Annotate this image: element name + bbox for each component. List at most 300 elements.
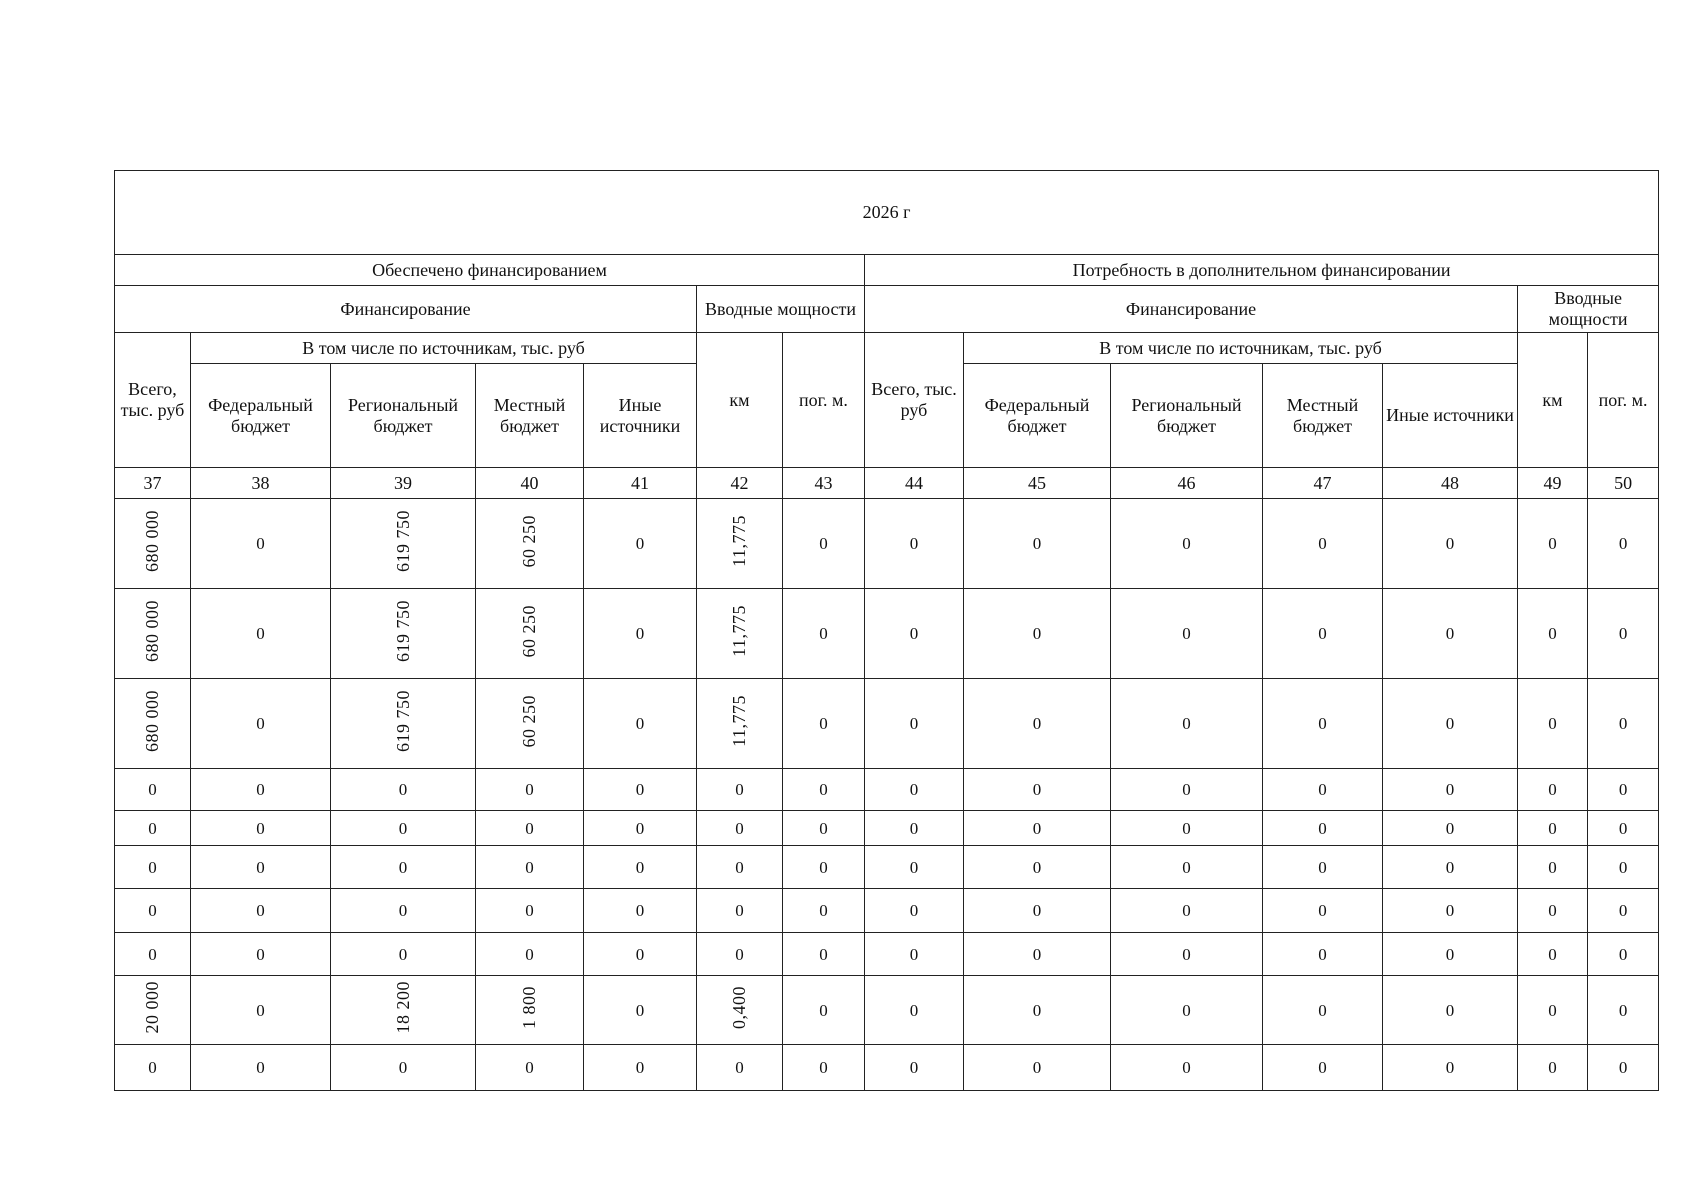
- table-cell: [865, 679, 964, 769]
- table-cell: [584, 889, 697, 933]
- table-row: [115, 1045, 1659, 1091]
- cell-value: 0: [1182, 944, 1191, 964]
- table-cell: [476, 769, 584, 811]
- financing-right-header: Финансирование: [865, 286, 1518, 333]
- table-cell: [1383, 976, 1518, 1045]
- table-cell: [1588, 769, 1659, 811]
- table-cell: [584, 811, 697, 846]
- table-cell: [476, 846, 584, 889]
- table-cell: [476, 499, 584, 589]
- cell-value: 0: [819, 901, 828, 921]
- table-cell: [1588, 1045, 1659, 1091]
- table-row: [115, 976, 1659, 1045]
- col-number: 42: [697, 468, 783, 499]
- table-row: [115, 769, 1659, 811]
- table-cell: [1518, 889, 1588, 933]
- table-cell: [191, 976, 331, 1045]
- table-cell: [865, 499, 964, 589]
- table-cell: [1518, 933, 1588, 976]
- table-cell: [783, 589, 865, 679]
- cell-value: 0: [1445, 1058, 1455, 1078]
- table-cell: [1263, 499, 1383, 589]
- cell-value: 0: [1548, 714, 1557, 734]
- cell-value: 0: [635, 944, 645, 964]
- table-cell: [697, 976, 783, 1045]
- col-total-left: Всего, тыс. руб: [115, 333, 191, 468]
- table-cell: [115, 679, 191, 769]
- cell-value: 0: [1548, 624, 1557, 644]
- cell-value: 0: [256, 944, 265, 964]
- cell-value: 0: [909, 1058, 919, 1078]
- col-number: 43: [783, 468, 865, 499]
- table-cell: [964, 499, 1111, 589]
- table-cell: [783, 976, 865, 1045]
- table-cell: [1588, 933, 1659, 976]
- cell-value: 0: [735, 944, 744, 964]
- cell-value: 0: [735, 1058, 744, 1078]
- table-cell: [1518, 976, 1588, 1045]
- cell-value: 0: [635, 1058, 645, 1078]
- cell-value: 0: [1445, 944, 1455, 964]
- cell-value: 0: [819, 1058, 828, 1078]
- table-cell: [1111, 679, 1263, 769]
- cell-value: 0: [525, 780, 534, 800]
- col-local-left: Местный бюджет: [476, 364, 584, 468]
- cell-value: 0: [256, 857, 265, 877]
- table-cell: [1518, 769, 1588, 811]
- cell-value: 0: [256, 780, 265, 800]
- table-cell: [1383, 846, 1518, 889]
- table-cell: [964, 1045, 1111, 1091]
- cell-value: 0: [1032, 1058, 1042, 1078]
- table-cell: [964, 811, 1111, 846]
- col-number: 38: [191, 468, 331, 499]
- cell-value: 0: [1318, 944, 1327, 964]
- col-number: 48: [1383, 468, 1518, 499]
- table-cell: [964, 889, 1111, 933]
- table-cell: [331, 679, 476, 769]
- cell-value: 0: [635, 1000, 645, 1020]
- cell-value: 0: [909, 1000, 919, 1020]
- cell-value: 0: [1318, 818, 1327, 838]
- col-number: 45: [964, 468, 1111, 499]
- table-cell: [865, 846, 964, 889]
- cell-value: 0: [909, 818, 919, 838]
- cell-value: 0: [1032, 624, 1042, 644]
- cell-value: 0: [1318, 901, 1327, 921]
- table-cell: [865, 589, 964, 679]
- cell-value: 0: [256, 624, 265, 644]
- column-numbers-row: [115, 468, 1659, 499]
- table-cell: [1111, 976, 1263, 1045]
- table-body: [115, 499, 1659, 1091]
- table-row: [115, 499, 1659, 589]
- cell-value: 0: [525, 857, 534, 877]
- cell-value: 0: [1182, 901, 1191, 921]
- col-number: 39: [331, 468, 476, 499]
- table-cell: [1111, 769, 1263, 811]
- table-cell: [1263, 589, 1383, 679]
- cell-value: 619 750: [392, 690, 413, 753]
- table-cell: [697, 933, 783, 976]
- table-cell: [964, 589, 1111, 679]
- table-cell: [1383, 1045, 1518, 1091]
- cell-value: 0: [148, 1058, 157, 1078]
- cell-value: 680 000: [142, 600, 163, 663]
- cell-value: 0: [1548, 944, 1557, 964]
- cell-value: 0: [1445, 901, 1455, 921]
- table-title: 2026 г: [115, 171, 1659, 255]
- table-cell: [584, 589, 697, 679]
- table-cell: [783, 679, 865, 769]
- cell-value: 0: [1618, 1058, 1628, 1078]
- table-cell: [331, 976, 476, 1045]
- table-cell: [697, 769, 783, 811]
- table-cell: [1383, 889, 1518, 933]
- table-cell: [191, 679, 331, 769]
- table-cell: [1263, 889, 1383, 933]
- cell-value: 11,775: [729, 515, 750, 568]
- table-cell: [1263, 679, 1383, 769]
- cell-value: 0: [635, 857, 645, 877]
- table-cell: [1383, 811, 1518, 846]
- cell-value: 0: [1182, 624, 1191, 644]
- by-sources-right: В том числе по источникам, тыс. руб: [964, 333, 1518, 364]
- cell-value: 0: [1445, 780, 1455, 800]
- cell-value: 0: [398, 944, 408, 964]
- table-cell: [476, 889, 584, 933]
- table-row: [115, 846, 1659, 889]
- col-pog-right: пог. м.: [1588, 333, 1659, 468]
- table-cell: [1383, 589, 1518, 679]
- table-cell: [584, 1045, 697, 1091]
- cell-value: 0: [1445, 714, 1455, 734]
- table-cell: [1588, 589, 1659, 679]
- cell-value: 0: [256, 818, 265, 838]
- col-federal-right: Федеральный бюджет: [964, 364, 1111, 468]
- table-cell: [783, 811, 865, 846]
- table-cell: [115, 976, 191, 1045]
- cell-value: 0: [1618, 534, 1628, 554]
- table-cell: [476, 976, 584, 1045]
- cell-value: 0: [525, 944, 534, 964]
- cell-value: 0: [1318, 714, 1327, 734]
- table-cell: [191, 589, 331, 679]
- capacity-left-header: Вводные мощности: [697, 286, 865, 333]
- cell-value: 11,775: [729, 695, 750, 748]
- cell-value: 0: [735, 901, 744, 921]
- cell-value: 0: [819, 818, 828, 838]
- table-cell: [115, 499, 191, 589]
- table-cell: [1383, 769, 1518, 811]
- table-cell: [783, 769, 865, 811]
- cell-value: 0: [909, 714, 919, 734]
- cell-value: 60 250: [519, 604, 540, 658]
- table-cell: [1383, 679, 1518, 769]
- by-sources-left: В том числе по источникам, тыс. руб: [191, 333, 697, 364]
- col-number: 37: [115, 468, 191, 499]
- cell-value: 0: [909, 857, 919, 877]
- cell-value: 0: [398, 780, 408, 800]
- table-cell: [584, 499, 697, 589]
- cell-value: 0: [256, 714, 265, 734]
- col-number: 47: [1263, 468, 1383, 499]
- group-additional: Потребность в дополнительном финансировании: [865, 255, 1659, 286]
- cell-value: 680 000: [142, 690, 163, 753]
- financing-table: [114, 170, 1659, 1091]
- table-cell: [697, 679, 783, 769]
- cell-value: 0: [909, 624, 919, 644]
- cell-value: 0: [1445, 818, 1455, 838]
- table-cell: [1111, 499, 1263, 589]
- table-cell: [1518, 589, 1588, 679]
- cell-value: 0: [398, 1058, 408, 1078]
- table-cell: [1383, 933, 1518, 976]
- cell-value: 0: [1445, 1000, 1455, 1020]
- table-cell: [865, 811, 964, 846]
- table-cell: [697, 889, 783, 933]
- table-cell: [1111, 933, 1263, 976]
- cell-value: 0: [1182, 534, 1191, 554]
- cell-value: 0: [1032, 714, 1042, 734]
- table-cell: [191, 1045, 331, 1091]
- table-cell: [1111, 889, 1263, 933]
- cell-value: 0: [398, 857, 408, 877]
- cell-value: 0: [735, 818, 744, 838]
- table-cell: [1518, 846, 1588, 889]
- cell-value: 0: [1182, 714, 1191, 734]
- table-cell: [697, 499, 783, 589]
- cell-value: 0: [148, 780, 157, 800]
- table-cell: [191, 811, 331, 846]
- table-cell: [476, 811, 584, 846]
- col-number: 40: [476, 468, 584, 499]
- cell-value: 0: [1182, 1058, 1191, 1078]
- table-cell: [1263, 933, 1383, 976]
- table-cell: [191, 889, 331, 933]
- cell-value: 0: [1318, 857, 1327, 877]
- cell-value: 11,775: [729, 605, 750, 658]
- cell-value: 0: [1318, 624, 1327, 644]
- table-cell: [865, 976, 964, 1045]
- table-cell: [1263, 1045, 1383, 1091]
- cell-value: 0: [1548, 818, 1557, 838]
- table-cell: [783, 889, 865, 933]
- table-cell: [964, 679, 1111, 769]
- financing-left-header: Финансирование: [115, 286, 697, 333]
- cell-value: 20 000: [142, 981, 163, 1034]
- cell-value: 0: [1548, 901, 1557, 921]
- cell-value: 0: [1618, 714, 1628, 734]
- cell-value: 0: [635, 534, 645, 554]
- cell-value: 0: [1618, 1000, 1628, 1020]
- cell-value: 0: [1032, 1000, 1042, 1020]
- cell-value: 0: [1318, 1058, 1327, 1078]
- cell-value: 0: [1032, 901, 1042, 921]
- cell-value: 0: [819, 534, 828, 554]
- cell-value: 619 750: [392, 600, 413, 663]
- table-cell: [115, 846, 191, 889]
- cell-value: 0: [635, 901, 645, 921]
- cell-value: 0: [819, 857, 828, 877]
- capacity-right-header: Вводные мощности: [1518, 286, 1659, 333]
- table-cell: [865, 889, 964, 933]
- table-cell: [115, 589, 191, 679]
- cell-value: 0: [1548, 534, 1557, 554]
- cell-value: 60 250: [519, 694, 540, 748]
- cell-value: 0: [1182, 1000, 1191, 1020]
- cell-value: 0: [1445, 857, 1455, 877]
- cell-value: 0: [1445, 624, 1455, 644]
- cell-value: 0: [148, 818, 157, 838]
- table-cell: [1518, 1045, 1588, 1091]
- table-cell: [191, 933, 331, 976]
- cell-value: 0: [1445, 534, 1455, 554]
- cell-value: 0: [735, 857, 744, 877]
- table-cell: [964, 933, 1111, 976]
- cell-value: 0: [1618, 944, 1628, 964]
- table-cell: [331, 1045, 476, 1091]
- table-cell: [1588, 811, 1659, 846]
- table-cell: [1588, 889, 1659, 933]
- table-cell: [1588, 976, 1659, 1045]
- table-cell: [115, 769, 191, 811]
- col-federal-left: Федеральный бюджет: [191, 364, 331, 468]
- col-local-right: Местный бюджет: [1263, 364, 1383, 468]
- table-cell: [1111, 589, 1263, 679]
- table-cell: [783, 846, 865, 889]
- table-cell: [697, 589, 783, 679]
- cell-value: 0: [735, 780, 744, 800]
- col-number: 41: [584, 468, 697, 499]
- cell-value: 0: [1032, 534, 1042, 554]
- cell-value: 0: [819, 780, 828, 800]
- cell-value: 0: [148, 944, 157, 964]
- table-cell: [115, 933, 191, 976]
- group-secured: Обеспечено финансированием: [115, 255, 865, 286]
- cell-value: 0,400: [729, 986, 750, 1030]
- cell-value: 0: [1548, 857, 1557, 877]
- col-km-right: км: [1518, 333, 1588, 468]
- cell-value: 0: [1318, 780, 1327, 800]
- col-regional-right: Региональный бюджет: [1111, 364, 1263, 468]
- table-cell: [783, 499, 865, 589]
- cell-value: 0: [256, 1058, 265, 1078]
- cell-value: 0: [1618, 901, 1628, 921]
- col-number: 50: [1588, 468, 1659, 499]
- cell-value: 0: [909, 901, 919, 921]
- cell-value: 0: [1032, 857, 1042, 877]
- table-cell: [783, 1045, 865, 1091]
- table-cell: [331, 811, 476, 846]
- cell-value: 619 750: [392, 510, 413, 573]
- table-cell: [476, 589, 584, 679]
- table-cell: [1518, 811, 1588, 846]
- table-cell: [697, 811, 783, 846]
- table-row: [115, 933, 1659, 976]
- cell-value: 0: [1182, 818, 1191, 838]
- table-cell: [331, 933, 476, 976]
- table-cell: [115, 811, 191, 846]
- cell-value: 0: [256, 534, 265, 554]
- table-cell: [584, 933, 697, 976]
- table-cell: [1111, 846, 1263, 889]
- table-cell: [115, 889, 191, 933]
- cell-value: 0: [909, 780, 919, 800]
- cell-value: 0: [1318, 534, 1327, 554]
- table-cell: [191, 846, 331, 889]
- cell-value: 0: [1182, 780, 1191, 800]
- table-cell: [331, 846, 476, 889]
- table-cell: [697, 1045, 783, 1091]
- cell-value: 1 800: [519, 986, 540, 1030]
- table-row: [115, 679, 1659, 769]
- table-cell: [865, 1045, 964, 1091]
- table-cell: [1263, 846, 1383, 889]
- cell-value: 0: [1548, 780, 1557, 800]
- cell-value: 0: [1548, 1058, 1557, 1078]
- cell-value: 18 200: [392, 981, 413, 1034]
- table-row: [115, 889, 1659, 933]
- cell-value: 0: [256, 1000, 265, 1020]
- table-cell: [584, 769, 697, 811]
- cell-value: 0: [256, 901, 265, 921]
- cell-value: 0: [525, 901, 534, 921]
- col-number: 49: [1518, 468, 1588, 499]
- cell-value: 60 250: [519, 514, 540, 568]
- cell-value: 0: [398, 818, 408, 838]
- table-cell: [1518, 679, 1588, 769]
- col-pog-left: пог. м.: [783, 333, 865, 468]
- cell-value: 0: [1032, 780, 1042, 800]
- cell-value: 0: [525, 818, 534, 838]
- cell-value: 0: [148, 901, 157, 921]
- table-cell: [1588, 679, 1659, 769]
- table-cell: [1263, 976, 1383, 1045]
- table-cell: [476, 933, 584, 976]
- cell-value: 0: [1618, 857, 1628, 877]
- col-number: 44: [865, 468, 964, 499]
- table-cell: [331, 769, 476, 811]
- cell-value: 0: [1318, 1000, 1327, 1020]
- col-other-left: Иные источники: [584, 364, 697, 468]
- cell-value: 0: [635, 818, 645, 838]
- table-row: [115, 589, 1659, 679]
- cell-value: 0: [525, 1058, 534, 1078]
- table-cell: [865, 933, 964, 976]
- table-cell: [1111, 811, 1263, 846]
- cell-value: 0: [909, 534, 919, 554]
- table-cell: [964, 976, 1111, 1045]
- cell-value: 0: [819, 714, 828, 734]
- table-cell: [1588, 846, 1659, 889]
- table-cell: [584, 976, 697, 1045]
- cell-value: 0: [1182, 857, 1191, 877]
- cell-value: 0: [1548, 1000, 1557, 1020]
- cell-value: 0: [1618, 624, 1628, 644]
- table-cell: [964, 846, 1111, 889]
- table-cell: [191, 769, 331, 811]
- table-cell: [115, 1045, 191, 1091]
- cell-value: 0: [909, 944, 919, 964]
- cell-value: 0: [635, 780, 645, 800]
- cell-value: 0: [148, 857, 157, 877]
- table-row: [115, 811, 1659, 846]
- cell-value: 0: [1032, 818, 1042, 838]
- col-other-right: Иные источники: [1383, 364, 1518, 468]
- table-cell: [476, 1045, 584, 1091]
- table-cell: [697, 846, 783, 889]
